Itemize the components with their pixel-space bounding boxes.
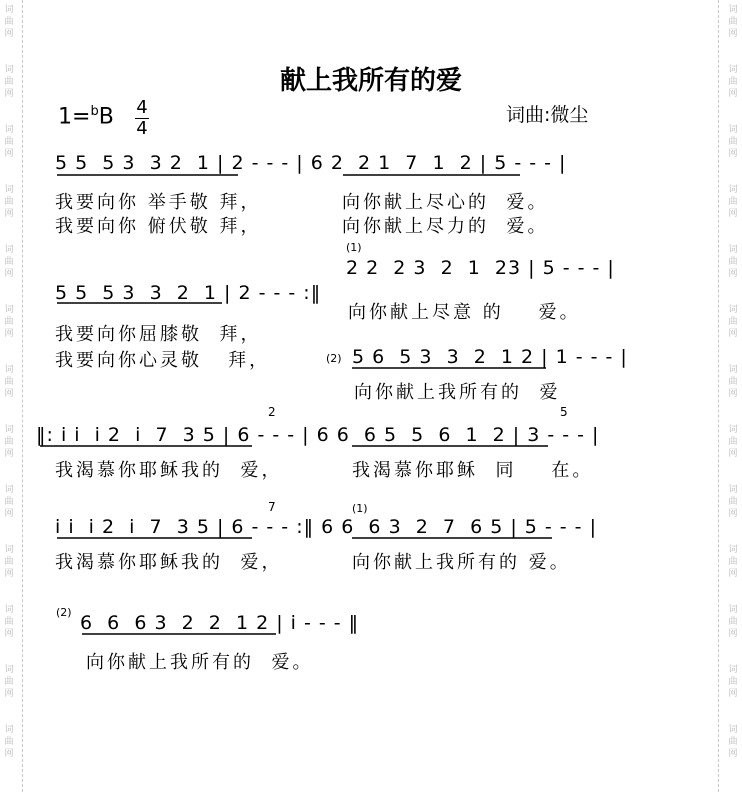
ending-marker-1: (1) bbox=[346, 241, 362, 254]
lyric-line-1a: 我要向你 举手敬 拜， bbox=[55, 192, 262, 213]
watermark-text: 词 曲 网 bbox=[4, 725, 14, 759]
watermark-text: 词 曲 网 bbox=[728, 245, 738, 279]
notation-row-2: 5 5 5 3 3 2 1 | 2 - - - :‖ bbox=[55, 282, 322, 304]
watermark-text: 词 曲 网 bbox=[728, 305, 738, 339]
notation-row-3-ending-2: 5 6 5 3 3 2 1 2 | 1 - - - | bbox=[352, 346, 628, 368]
watermark-text: 词 曲 网 bbox=[4, 425, 14, 459]
key-note: B bbox=[98, 104, 114, 130]
notation-row-4: ‖: i i i 2 i 7 3 5 | 6 - - - | 6 6 6 5 5 6 1 2 | 3 - - - | bbox=[36, 424, 600, 446]
watermark-text: 词 曲 网 bbox=[4, 65, 14, 99]
watermark-text: 词 曲 网 bbox=[4, 5, 14, 39]
lyric-line-1b: 我要向你 俯伏敬 拜， bbox=[55, 216, 262, 237]
watermark-text: 词 曲 网 bbox=[728, 425, 738, 459]
watermark-text: 词 曲 网 bbox=[728, 365, 738, 399]
lyric-line-4a: 我渴慕你耶稣我的 爱， bbox=[55, 460, 283, 481]
flat-sign: b bbox=[90, 104, 99, 119]
watermark-text: 词 曲 网 bbox=[4, 665, 14, 699]
song-title: 献上我所有的爱 bbox=[279, 66, 462, 96]
watermark-text: 词 曲 网 bbox=[728, 545, 738, 579]
notation-row-2-ending-1: 2 2 2 3 2 1 23 | 5 - - - | bbox=[346, 257, 615, 279]
lyric-line-2c: 我要向你心灵敬 拜， bbox=[55, 350, 271, 371]
key-prefix: 1= bbox=[58, 104, 91, 130]
notation-row-1: 5 5 5 3 3 2 1 | 2 - - - | 6 2 2 1 7 1 2 | 5 - - - | bbox=[55, 152, 567, 174]
watermark-text: 词 曲 网 bbox=[728, 185, 738, 219]
grace-note-a: 2 bbox=[268, 405, 276, 419]
notation-row-6: 6 6 6 3 2 2 1 2 | i - - - ‖ bbox=[80, 612, 360, 634]
watermark-text: 词 曲 网 bbox=[4, 305, 14, 339]
ending-marker-3: (1) bbox=[352, 502, 368, 515]
lyric-line-2a: 向你献上尽意 的 爱。 bbox=[348, 302, 581, 323]
watermark-text: 词 曲 网 bbox=[4, 545, 14, 579]
watermark-text: 词 曲 网 bbox=[4, 185, 14, 219]
ending-marker-2: (2) bbox=[326, 352, 342, 365]
grace-note-b: 5 bbox=[560, 405, 568, 419]
watermark-text: 词 曲 网 bbox=[4, 125, 14, 159]
watermark-text: 词 曲 网 bbox=[728, 65, 738, 99]
grace-note-c: 7 bbox=[268, 500, 276, 514]
lyric-line-2b: 我要向你屈膝敬 拜， bbox=[55, 324, 262, 345]
watermark-text: 词 曲 网 bbox=[728, 485, 738, 519]
watermark-text: 词 曲 网 bbox=[728, 605, 738, 639]
watermark-text: 词 曲 网 bbox=[728, 665, 738, 699]
lyric-line-5b: 向你献上我所有的 爱。 bbox=[352, 552, 571, 573]
watermark-text: 词 曲 网 bbox=[4, 485, 14, 519]
ending-marker-4: (2) bbox=[56, 606, 72, 619]
lyric-line-4b: 我渴慕你耶稣 同 在。 bbox=[352, 460, 594, 481]
watermark-text: 词 曲 网 bbox=[728, 725, 738, 759]
composer-credit: 词曲:微尘 bbox=[506, 104, 589, 126]
time-signature-bottom: 4 bbox=[136, 118, 148, 139]
watermark-text: 词 曲 网 bbox=[728, 125, 738, 159]
lyric-line-1c: 向你献上尽心的 爱。 bbox=[342, 192, 549, 213]
time-signature-top: 4 bbox=[136, 97, 148, 118]
lyric-line-1d: 向你献上尽力的 爱。 bbox=[342, 216, 549, 237]
watermark-text: 词 曲 网 bbox=[728, 5, 738, 39]
watermark-text: 词 曲 网 bbox=[4, 245, 14, 279]
lyric-line-5a: 我渴慕你耶稣我的 爱， bbox=[55, 552, 283, 573]
watermark-text: 词 曲 网 bbox=[4, 365, 14, 399]
watermark-text: 词 曲 网 bbox=[4, 605, 14, 639]
lyric-line-3: 向你献上我所有的 爱 bbox=[354, 382, 561, 403]
lyric-line-6: 向你献上我所有的 爱。 bbox=[86, 652, 314, 673]
notation-row-5: i i i 2 i 7 3 5 | 6 - - - :‖ 6 6 6 3 2 7 6 5 | 5 - - - | bbox=[55, 516, 597, 538]
